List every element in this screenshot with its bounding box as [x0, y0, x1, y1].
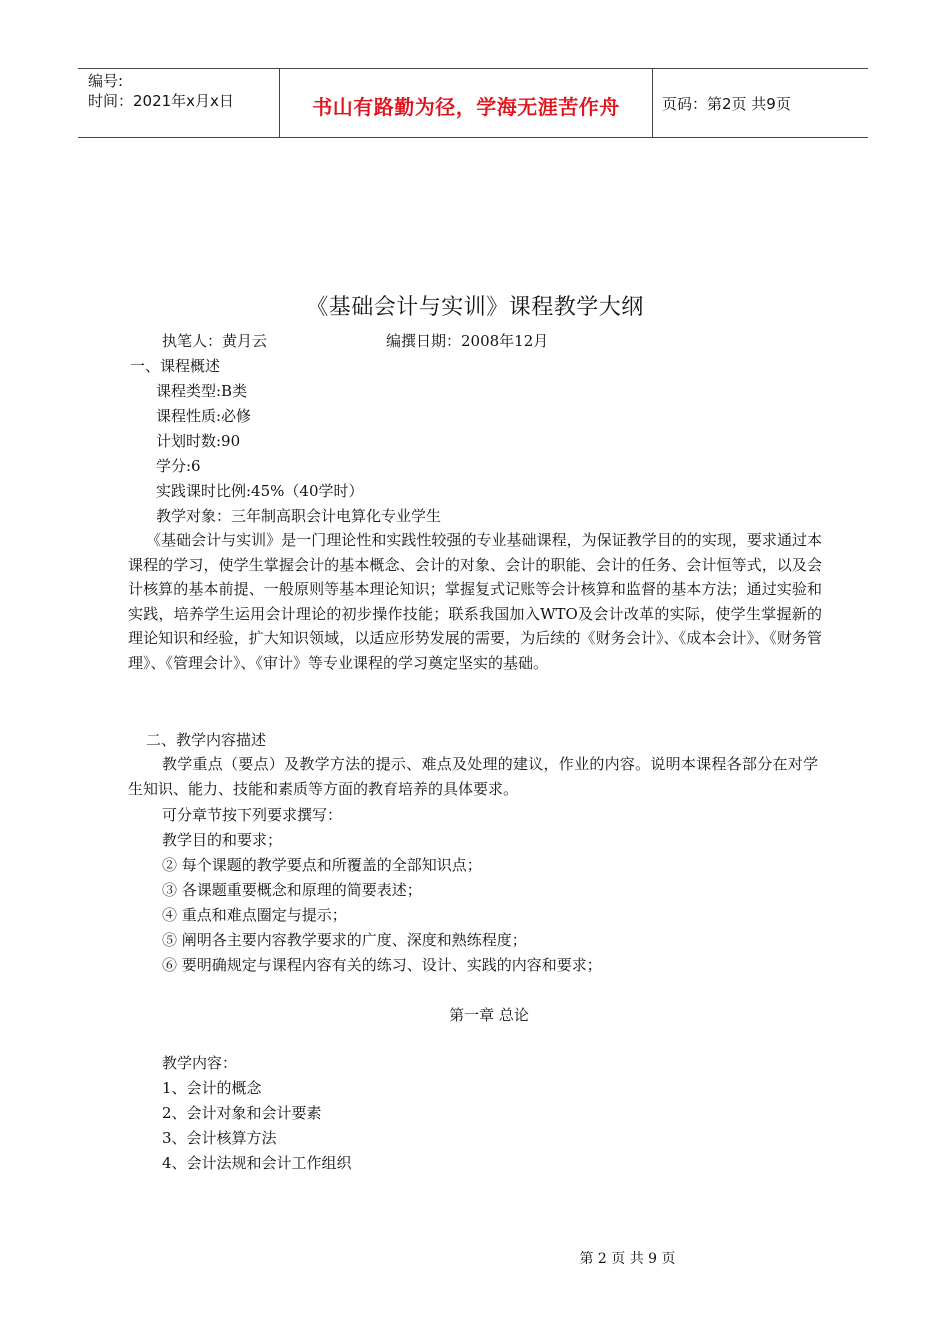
- content-item: 4、会计法规和会计工作组织: [162, 1154, 352, 1172]
- section1-item: 计划时数:90: [156, 432, 241, 450]
- header-motto: 书山有路勤为径，学海无涯苦作舟: [312, 95, 620, 119]
- section1-item: 教学对象：三年制高职会计电算化专业学生: [156, 507, 442, 525]
- requirement-item: ② 每个课题的教学要点和所覆盖的全部知识点；: [162, 856, 482, 874]
- requirement-item: ③ 各课题重要概念和原理的简要表述；: [162, 881, 422, 899]
- content-item: 2、会计对象和会计要素: [162, 1104, 322, 1122]
- content-item: 1、会计的概念: [162, 1079, 262, 1097]
- header-page-code: 页码：第2页 共9页: [662, 95, 791, 113]
- requirement-item: ⑥ 要明确规定与课程内容有关的练习、设计、实践的内容和要求；: [162, 956, 602, 974]
- time-label: 时间：2021年x月x日: [88, 92, 234, 110]
- requirement-item: ⑤ 阐明各主要内容教学要求的广度、深度和熟练程度；: [162, 931, 527, 949]
- section1-item: 课程类型:B类: [156, 382, 248, 400]
- section2-heading: 二、教学内容描述: [146, 731, 267, 749]
- date-line: 编撰日期：2008年12月: [386, 332, 549, 350]
- section1-item: 课程性质:必修: [156, 407, 252, 425]
- section2-paragraph: 教学重点（要点）及教学方法的提示、难点及处理的建议，作业的内容。说明本课程各部分在对学生知识、能力、技能和素质等方面的教育培养的具体要求。: [128, 755, 818, 798]
- section2-subheading: 可分章节按下列要求撰写：: [162, 806, 343, 824]
- document-title: 《基础会计与实训》课程教学大纲: [306, 295, 644, 320]
- teaching-content-label: 教学内容：: [162, 1054, 238, 1072]
- author-line: 执笔人：黄月云: [162, 332, 268, 350]
- section1-item: 实践课时比例:45%（40学时）: [156, 482, 364, 500]
- chapter-title: 第一章 总论: [449, 1006, 529, 1024]
- section1-heading: 一、课程概述: [130, 357, 221, 375]
- header-left-cell: [88, 71, 234, 111]
- number-label: 编号:: [88, 72, 124, 90]
- requirement-item: 教学目的和要求；: [162, 831, 283, 849]
- header-divider: [652, 69, 653, 137]
- page-footer: 第 2 页 共 9 页: [579, 1251, 676, 1267]
- content-item: 3、会计核算方法: [162, 1129, 277, 1147]
- requirement-item: ④ 重点和难点圈定与提示；: [162, 906, 347, 924]
- header-table: [78, 68, 868, 138]
- section1-item: 学分:6: [156, 457, 201, 475]
- section1-paragraph: 《基础会计与实训》是一门理论性和实践性较强的专业基础课程，为保证教学目的的实现，要求通过本课程的学习，使学生掌握会计的基本概念、会计的对象、会计的职能、会计的任务、会计恒等式，以及会计核算的基本前提、一般原则等基本理论知识；掌握复式记账等会计核算和监督的基本方法；通过实验和实践，培养学生运用会计理论的初步操作技能；联系我国加入WTO及会计改革的实际，使学生掌握新的理论知识和经验，扩大知识领域，以适应形势发展的需要，为后续的《财务会计》、《成本会计》、《财务管理》、《管理会计》、《审计》等专业课程的学习奠定坚实的基础。: [128, 531, 822, 672]
